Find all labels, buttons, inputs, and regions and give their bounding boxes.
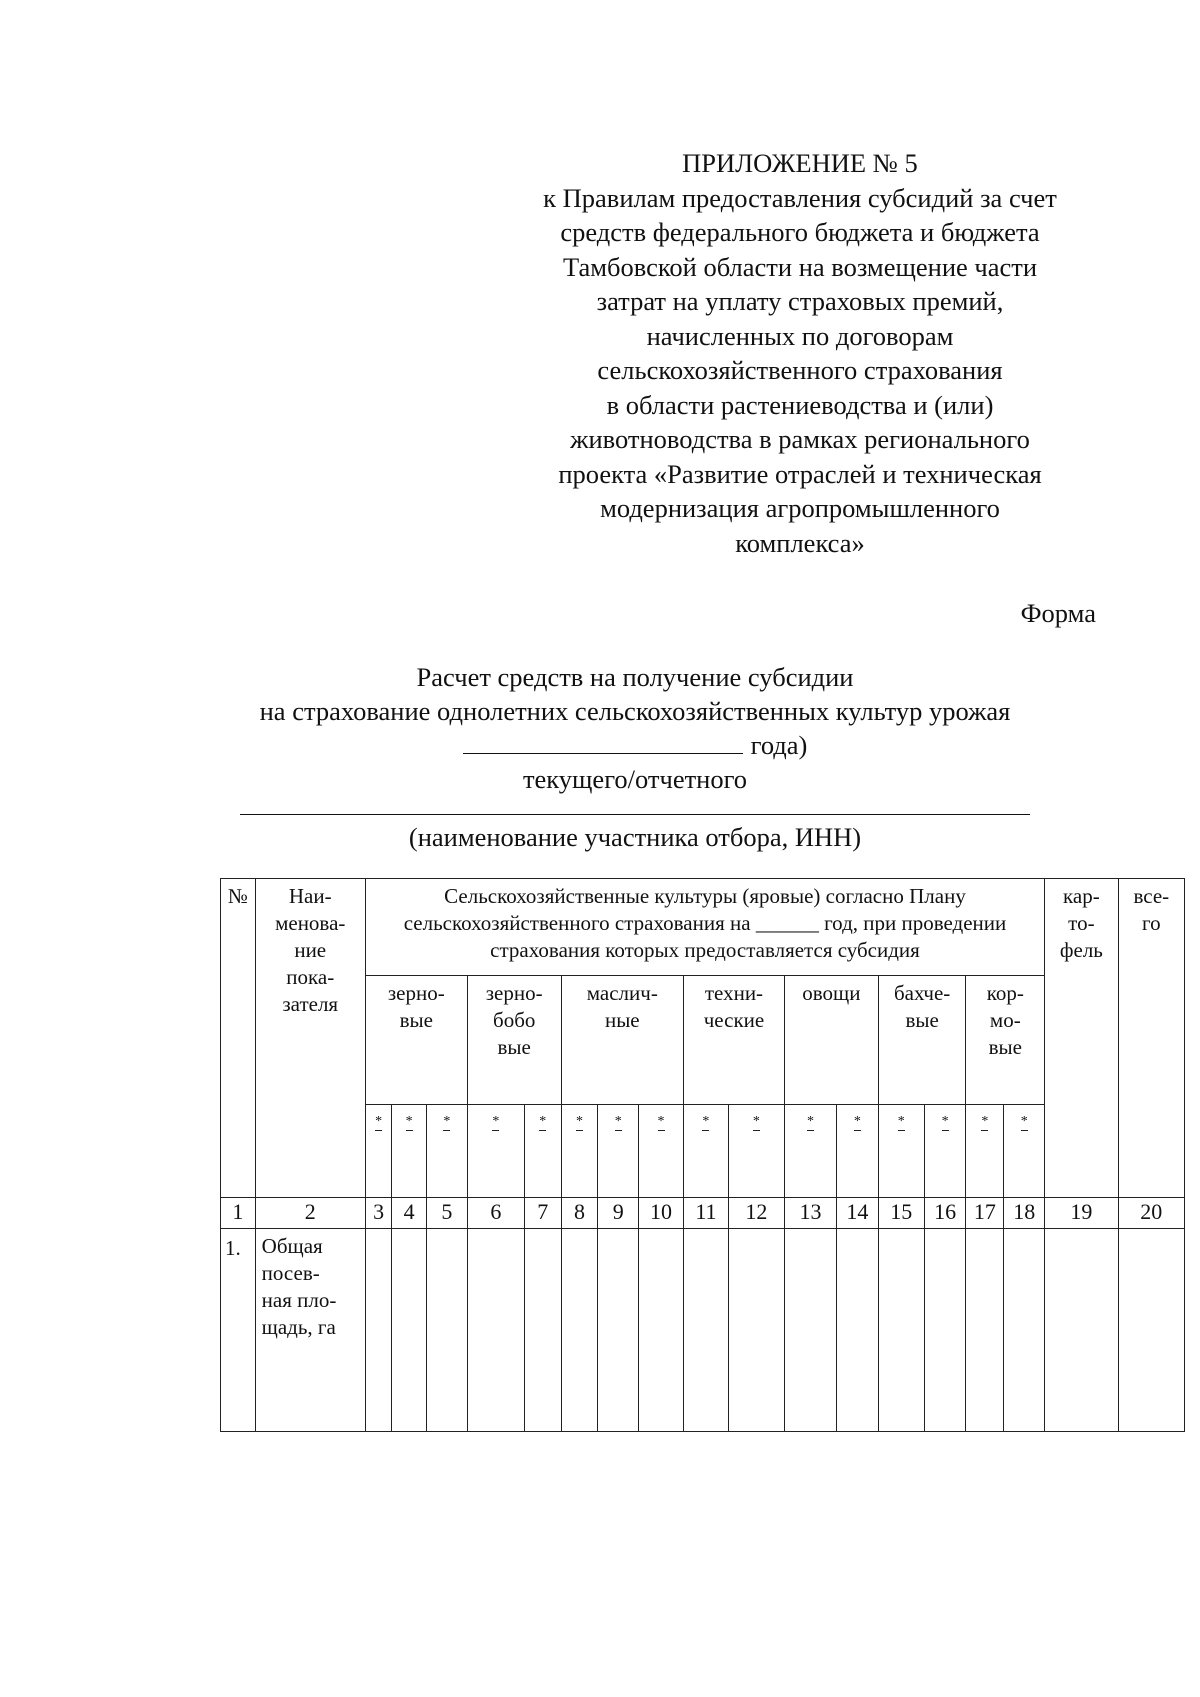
appendix-line: к Правилам предоставления субсидий за счет <box>543 182 1057 213</box>
header-legumes: зерно- бобо вые <box>467 976 561 1105</box>
column-number: 4 <box>392 1198 427 1229</box>
star-mark: * <box>575 1114 583 1129</box>
appendix-line: сельскохозяйственного страхования <box>597 355 1003 385</box>
year-line <box>200 728 1070 762</box>
appendix-line: животноводства в рамках регионального <box>570 424 1030 454</box>
header-number: № <box>221 879 256 1198</box>
column-number: 17 <box>966 1198 1004 1229</box>
title-line-1: Расчет средств на получение субсидии <box>416 662 854 692</box>
data-cell[interactable] <box>1118 1229 1184 1432</box>
star-mark: * <box>375 1114 383 1129</box>
star-cell <box>836 1105 878 1198</box>
star-mark: * <box>853 1114 861 1129</box>
star-mark: * <box>806 1114 814 1129</box>
column-number: 3 <box>365 1198 392 1229</box>
star-mark: * <box>443 1114 451 1129</box>
column-number: 10 <box>639 1198 684 1229</box>
appendix-line: средств федерального бюджета и бюджета <box>560 217 1040 247</box>
data-cell[interactable] <box>728 1229 784 1432</box>
data-cell[interactable] <box>784 1229 836 1432</box>
column-number: 9 <box>598 1198 639 1229</box>
star-mark: * <box>657 1114 665 1129</box>
star-mark: * <box>752 1114 760 1129</box>
column-number: 1 <box>221 1198 256 1229</box>
column-number: 7 <box>524 1198 561 1229</box>
participant-caption: (наименование участника отбора, ИНН) <box>408 822 862 852</box>
header-grains: зерно- вые <box>365 976 467 1105</box>
data-cell[interactable] <box>924 1229 966 1432</box>
star-mark: * <box>897 1114 905 1129</box>
data-cell[interactable] <box>639 1229 684 1432</box>
star-cell <box>1004 1105 1045 1198</box>
appendix-line: комплекса» <box>735 527 865 558</box>
star-mark: * <box>941 1114 949 1129</box>
column-number: 13 <box>784 1198 836 1229</box>
star-cell <box>427 1105 468 1198</box>
calculation-table <box>220 878 1185 1432</box>
year-suffix: года) <box>750 730 808 760</box>
data-cell[interactable] <box>392 1229 427 1432</box>
appendix-line: в области растениеводства и (или) <box>606 389 994 420</box>
star-cell <box>784 1105 836 1198</box>
header-indicator-name: Наи- менова- ние пока- зателя <box>255 879 365 1198</box>
appendix-line: затрат на уплату страховых премий, <box>596 286 1004 316</box>
data-cell[interactable] <box>683 1229 728 1432</box>
appendix-line: начисленных по договорам <box>646 320 954 351</box>
data-cell[interactable] <box>467 1229 524 1432</box>
column-number: 11 <box>683 1198 728 1229</box>
star-cell <box>561 1105 598 1198</box>
data-cell[interactable] <box>1045 1229 1118 1432</box>
star-mark: * <box>614 1114 622 1129</box>
table-row <box>221 1229 1185 1432</box>
row-number: 1. <box>221 1229 256 1432</box>
form-label: Форма <box>1020 598 1096 628</box>
star-cell <box>728 1105 784 1198</box>
data-cell[interactable] <box>365 1229 392 1432</box>
column-number: 8 <box>561 1198 598 1229</box>
header-oilseeds: маслич- ные <box>561 976 683 1105</box>
header-melons: бахче- вые <box>878 976 966 1105</box>
column-number: 16 <box>924 1198 966 1229</box>
header-total: все- го <box>1118 879 1184 1198</box>
star-mark: * <box>702 1114 710 1129</box>
column-number: 12 <box>728 1198 784 1229</box>
column-number: 19 <box>1045 1198 1118 1229</box>
data-cell[interactable] <box>1004 1229 1045 1432</box>
column-number: 15 <box>878 1198 924 1229</box>
star-mark: * <box>1020 1114 1028 1129</box>
star-cell <box>924 1105 966 1198</box>
title-line-2: на страхование однолетних сельскохозяйственных культур урожая <box>259 696 1011 726</box>
header-fodder: кор- мо- вые <box>966 976 1045 1105</box>
header-potato: кар- то- фель <box>1045 879 1118 1198</box>
data-cell[interactable] <box>878 1229 924 1432</box>
column-number: 20 <box>1118 1198 1184 1229</box>
star-cell <box>598 1105 639 1198</box>
appendix-line: Тамбовской области на возмещение части <box>562 251 1037 282</box>
calculation-title <box>200 660 1070 796</box>
row-label: Общая посев- ная пло- щадь, га <box>255 1229 365 1432</box>
appendix-line: проекта «Развитие отраслей и техническая <box>558 458 1042 489</box>
star-cell <box>878 1105 924 1198</box>
star-cell <box>365 1105 392 1198</box>
star-cell <box>392 1105 427 1198</box>
appendix-header <box>520 146 1080 560</box>
star-cell <box>683 1105 728 1198</box>
year-blank-field[interactable] <box>463 731 743 754</box>
star-mark: * <box>539 1114 547 1129</box>
star-cell <box>524 1105 561 1198</box>
star-mark: * <box>405 1114 413 1129</box>
column-number: 14 <box>836 1198 878 1229</box>
appendix-line: модернизация агропромышленного <box>600 493 1000 523</box>
data-cell[interactable] <box>427 1229 468 1432</box>
column-number: 18 <box>1004 1198 1045 1229</box>
star-mark: * <box>492 1114 500 1129</box>
year-caption: текущего/отчетного <box>522 764 748 794</box>
data-cell[interactable] <box>598 1229 639 1432</box>
header-technical: техни- ческие <box>683 976 784 1105</box>
appendix-title: ПРИЛОЖЕНИЕ № 5 <box>682 148 918 178</box>
participant-blank-field[interactable] <box>240 814 1030 815</box>
column-number: 6 <box>467 1198 524 1229</box>
data-cell[interactable] <box>836 1229 878 1432</box>
star-cell <box>966 1105 1004 1198</box>
column-number: 2 <box>255 1198 365 1229</box>
header-crops-group: Сельскохозяйственные культуры (яровые) согласно Плану сельскохозяйственного страхования на ______ год, при проведении страхования которых предоставляется субсидия <box>365 879 1044 976</box>
data-cell[interactable] <box>524 1229 561 1432</box>
star-cell <box>467 1105 524 1198</box>
star-cell <box>639 1105 684 1198</box>
star-mark: * <box>981 1114 989 1129</box>
data-cell[interactable] <box>561 1229 598 1432</box>
column-number: 5 <box>427 1198 468 1229</box>
data-cell[interactable] <box>966 1229 1004 1432</box>
header-vegetables: овощи <box>784 976 878 1105</box>
